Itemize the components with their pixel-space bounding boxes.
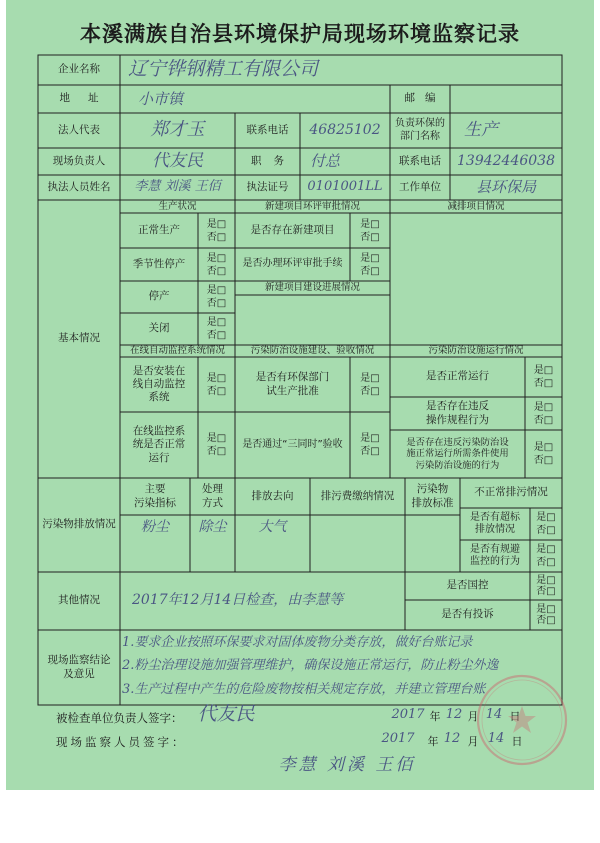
online-running-check	[198, 412, 235, 478]
online-installed-label: 是否安装在 线自动监控 系统	[132, 364, 186, 404]
no-checkbox: 否□	[536, 586, 556, 597]
pollution-method-value: 除尘	[198, 519, 227, 535]
no-checkbox: 否□	[206, 330, 227, 341]
operation-violation-check	[525, 397, 562, 430]
national-control-label: 是否国控	[446, 579, 489, 592]
national-control-check	[530, 572, 562, 600]
no-checkbox: 否□	[533, 455, 554, 466]
evade-monitoring-label: 是否有规避 监控的行为	[470, 543, 520, 567]
yes-checkbox: 是□	[536, 574, 556, 586]
position-label: 职务	[251, 154, 296, 167]
production-normal-check	[198, 213, 235, 248]
pollution-destination-value: 大气	[258, 519, 287, 535]
unit-date-month: 12	[445, 706, 463, 722]
yes-checkbox: 是□	[536, 603, 556, 615]
evade-monitoring-check	[530, 540, 562, 572]
env-dept-label: 负责环保的 部门名称	[395, 118, 445, 142]
official-seal	[470, 668, 574, 772]
facility-condition-violation-check	[525, 430, 562, 478]
production-seasonal-label: 季节性停产	[132, 257, 186, 270]
pollution-indicator-value: 粉尘	[141, 519, 169, 535]
position-value: 付总	[310, 152, 341, 171]
legal-rep-label: 法人代表	[58, 123, 100, 136]
inspector-date-month: 12	[443, 730, 461, 746]
form-title: 本溪满族自治县环境保护局现场环境监察记录	[80, 21, 520, 46]
new-project-header: 新建项目环评审批情况	[264, 200, 360, 212]
unit-date-month-label: 月	[467, 710, 479, 724]
conclusion-line: 3.生产过程中产生的危险废物按相关规定存放，并建立管理台账	[122, 681, 486, 697]
complaint-label: 是否有投诉	[441, 608, 494, 621]
inspector-date-day: 14	[487, 730, 505, 746]
production-normal-label: 正常生产	[138, 223, 180, 236]
over-standard-label: 是否有超标 排放情况	[470, 511, 520, 535]
unit-date-year-label: 年	[429, 710, 441, 724]
address-value: 小市镇	[138, 89, 184, 108]
company-name-label: 企业名称	[58, 63, 100, 76]
no-checkbox: 否□	[536, 615, 556, 626]
postcode-label: 邮编	[404, 92, 446, 105]
basic-info-label: 基本情况	[58, 332, 100, 345]
yes-checkbox: 是□	[360, 433, 380, 444]
company-name-value: 辽宁铧钢精工有限公司	[128, 58, 319, 81]
online-running-label: 在线监控系 统是否正常 运行	[132, 425, 186, 464]
onsite-manager-value: 代友民	[152, 150, 203, 171]
onsite-phone-value: 13942446038	[457, 152, 555, 169]
inspector-date-year: 2017	[381, 730, 415, 746]
inspector-signatures: 李慧 刘溪 王佰	[278, 755, 416, 776]
trial-production-check	[350, 357, 390, 412]
online-installed-check	[198, 357, 235, 412]
officers-label: 执法人员姓名	[47, 180, 111, 193]
production-status-header: 生产状况	[158, 200, 197, 212]
pollution-method-header: 处理 方式	[202, 483, 223, 509]
yes-checkbox: 是□	[206, 433, 227, 444]
production-seasonal-check	[198, 248, 235, 281]
pollution-fee-header: 排污费缴纳情况	[320, 489, 395, 502]
yes-checkbox: 是□	[206, 317, 227, 328]
complaint-check	[530, 600, 562, 630]
no-checkbox: 否□	[536, 557, 556, 568]
unit-date-year: 2017	[391, 706, 425, 722]
phone-label: 联系电话	[246, 123, 289, 136]
eia-approval-label: 是否办理环评审批手续	[242, 258, 343, 270]
production-closed-label: 关闭	[148, 322, 170, 335]
abnormal-discharge-header: 不正常排污情况	[474, 486, 548, 499]
reduction-project-header: 减排项目情况	[447, 200, 505, 212]
yes-checkbox: 是□	[206, 252, 227, 264]
yes-checkbox: 是□	[533, 401, 554, 413]
facility-build-header: 污染防治设施建设、验收情况	[250, 345, 375, 357]
three-simultaneous-check	[350, 412, 390, 478]
new-project-exists-label: 是否存在新建项目	[250, 223, 335, 236]
unit-date-day: 14	[485, 706, 503, 722]
pollution-destination-header: 排放去向	[251, 489, 294, 502]
cert-no-label: 执法证号	[246, 180, 289, 193]
unit-date-day-label: 日	[509, 710, 521, 724]
facility-run-header: 污染防治设施运行情况	[428, 345, 524, 357]
three-simultaneous-label: 是否通过“三同时”验收	[242, 438, 343, 450]
work-unit-value: 县环保局	[475, 178, 536, 197]
unit-signature: 代友民	[197, 703, 255, 726]
officers-value: 李慧 刘溪 王佰	[134, 179, 221, 195]
phone-value: 46825102	[309, 121, 381, 138]
postcode-value	[450, 85, 562, 113]
no-checkbox: 否□	[206, 298, 227, 309]
trial-production-label: 是否有环保部门 试生产批准	[255, 371, 330, 397]
new-project-progress-header: 新建项目建设进展情况	[264, 282, 360, 294]
no-checkbox: 否□	[536, 525, 556, 536]
address-label: 地址	[59, 92, 117, 105]
no-checkbox: 否□	[360, 231, 380, 243]
eia-approval-check	[350, 248, 390, 281]
pollution-standard-header: 污染物 排放标准	[411, 483, 454, 509]
onsite-manager-label: 现场负责人	[52, 154, 106, 167]
yes-checkbox: 是□	[206, 285, 227, 296]
legal-rep-value: 郑才玉	[150, 119, 205, 141]
yes-checkbox: 是□	[360, 252, 380, 264]
pollution-indicator-header: 主要 污染指标	[134, 483, 176, 509]
no-checkbox: 否□	[360, 446, 380, 457]
production-stopped-check	[198, 281, 235, 313]
production-closed-check	[198, 313, 235, 345]
online-monitoring-header: 在线自动监控系统情况	[129, 345, 225, 357]
inspector-signature-label: 现场监察人员签字：	[56, 734, 187, 749]
production-stopped-label: 停产	[148, 290, 170, 303]
yes-checkbox: 是□	[360, 372, 380, 384]
onsite-phone-label: 联系电话	[399, 154, 441, 167]
conclusion-label: 现场监察结论 及意见	[47, 654, 111, 680]
others-label: 其他情况	[58, 594, 100, 607]
seal-star-icon	[508, 706, 536, 733]
yes-checkbox: 是□	[360, 218, 380, 230]
facility-normal-run-check	[525, 357, 562, 397]
inspector-date-year-label: 年	[427, 735, 439, 749]
facility-normal-run-label: 是否正常运行	[426, 370, 489, 383]
operation-violation-label: 是否存在违反 操作规程行为	[426, 400, 489, 426]
no-checkbox: 否□	[206, 446, 227, 457]
inspector-date-day-label: 日	[511, 735, 523, 749]
inspector-date-month-label: 月	[467, 735, 479, 749]
work-unit-label: 工作单位	[399, 180, 441, 193]
yes-checkbox: 是□	[206, 218, 227, 230]
cert-no-value: 0101001LL	[307, 179, 383, 195]
yes-checkbox: 是□	[536, 512, 556, 523]
yes-checkbox: 是□	[536, 544, 556, 555]
no-checkbox: 否□	[360, 385, 380, 397]
no-checkbox: 否□	[206, 265, 227, 277]
new-project-exists-check	[350, 213, 390, 248]
conclusion-line: 1.要求企业按照环保要求对固体废物分类存放，做好台账记录	[122, 634, 473, 650]
yes-checkbox: 是□	[533, 442, 554, 453]
yes-checkbox: 是□	[533, 365, 554, 376]
no-checkbox: 否□	[533, 378, 554, 389]
conclusion-line: 2.粉尘治理设施加强管理维护，确保设施正常运行，防止粉尘外逸	[122, 657, 499, 673]
env-dept-value: 生产	[464, 119, 498, 140]
pollution-label: 污染物排放情况	[42, 518, 116, 531]
no-checkbox: 否□	[206, 385, 227, 397]
yes-checkbox: 是□	[206, 372, 227, 384]
others-value: 2017年12月14日检查，由李慧等	[132, 592, 344, 609]
over-standard-check	[530, 508, 562, 540]
facility-condition-violation-label: 是否存在违反污染防治设 施正常运行所需条件使用 污染防治设施的行为	[406, 437, 509, 471]
no-checkbox: 否□	[206, 231, 227, 243]
unit-signature-label: 被检查单位负责人签字：	[56, 710, 183, 725]
no-checkbox: 否□	[360, 265, 380, 277]
no-checkbox: 否□	[533, 414, 554, 426]
